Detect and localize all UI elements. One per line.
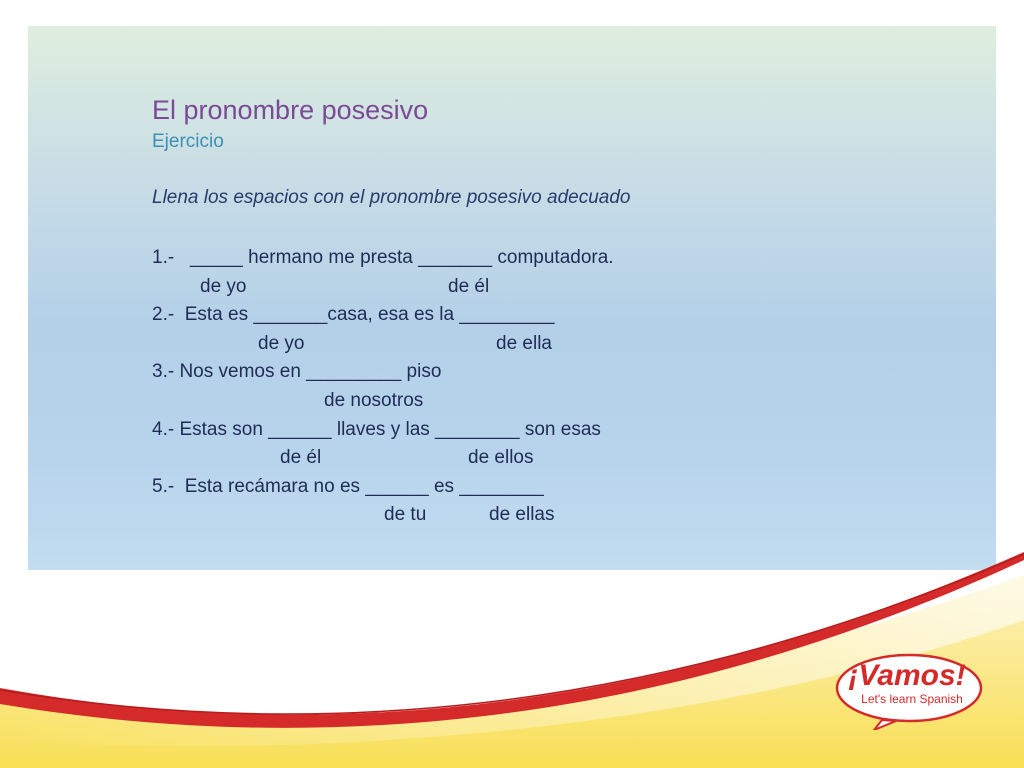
exercise-4-hint-2: de ellos: [468, 447, 534, 469]
logo-brand-text: ¡Vamos!: [848, 659, 966, 692]
slide-title: El pronombre posesivo: [152, 95, 429, 125]
exercise-4-hint-1: de él: [280, 447, 322, 469]
exercise-5-sentence: 5.- Esta recámara no es ______ es ________: [152, 475, 544, 497]
exercise-3-hint-1: de nosotros: [324, 389, 424, 411]
logo-tagline-text: Let's learn Spanish: [861, 692, 963, 706]
slide-content: [152, 92, 952, 530]
exercise-2-sentence: 2.- Esta es _______casa, esa es la _________: [152, 304, 555, 326]
exercise-4-sentence: 4.- Estas son ______ llaves y las ________ son esas: [152, 418, 601, 440]
exercise-1-hint-1: de yo: [200, 275, 247, 297]
exercise-3-hints: [152, 387, 952, 416]
exercise-5-hints: [152, 501, 952, 530]
exercise-3-sentence: 3.- Nos vemos en _________ piso: [152, 361, 442, 383]
instruction-text: Llena los espacios con el pronombre posesivo adecuado: [152, 187, 631, 208]
exercise-1-hint-2: de él: [448, 275, 490, 297]
exercise-1-sentence: 1.- _____ hermano me presta _______ computadora.: [152, 247, 614, 268]
exercise-5-hint-2: de ellas: [489, 504, 555, 526]
exercise-2-hints: [152, 330, 952, 359]
exercise-5-hint-1: de tu: [384, 504, 427, 526]
vamos-logo: [834, 650, 984, 730]
slide-subtitle: Ejercicio: [152, 131, 224, 152]
exercise-4-hints: [152, 444, 952, 473]
exercise-2-hint-1: de yo: [258, 332, 305, 354]
exercise-1-hints: [152, 273, 952, 302]
exercise-2-hint-2: de ella: [496, 332, 552, 354]
